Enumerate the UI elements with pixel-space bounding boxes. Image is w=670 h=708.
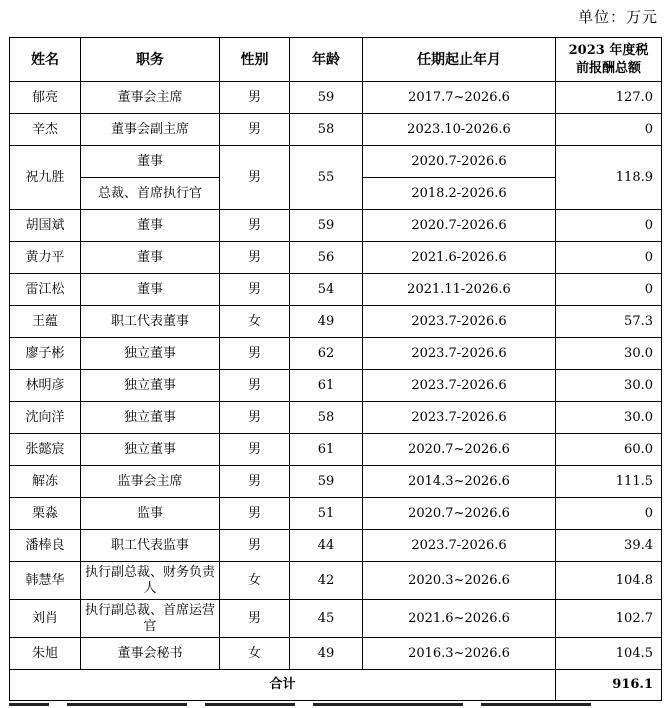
cell-gender: 男 <box>220 402 290 434</box>
cell-name: 王蕴 <box>10 306 81 338</box>
cell-term: 2023.7-2026.6 <box>363 402 556 434</box>
cell-compensation: 102.7 <box>556 600 662 638</box>
cell-gender: 男 <box>220 82 290 114</box>
total-label: 合计 <box>10 670 556 701</box>
cell-gender: 男 <box>220 498 290 530</box>
cell-name: 黄力平 <box>10 242 81 274</box>
cell-age: 61 <box>290 370 363 402</box>
cell-gender: 男 <box>220 274 290 306</box>
cell-position: 总裁、首席执行官 <box>81 178 220 210</box>
cell-term: 2018.2-2026.6 <box>363 178 556 210</box>
cell-position: 职工代表监事 <box>81 530 220 562</box>
cell-compensation: 0 <box>556 274 662 306</box>
cell-gender: 男 <box>220 530 290 562</box>
table-row <box>10 402 662 434</box>
cell-name: 朱旭 <box>10 638 81 670</box>
cell-compensation: 39.4 <box>556 530 662 562</box>
cell-age: 59 <box>290 466 363 498</box>
cell-position: 董事会秘书 <box>81 638 220 670</box>
cell-gender: 男 <box>220 434 290 466</box>
cell-gender: 男 <box>220 338 290 370</box>
cell-name: 潘棒良 <box>10 530 81 562</box>
cell-position: 执行副总裁、首席运营官 <box>81 600 220 638</box>
cell-compensation: 57.3 <box>556 306 662 338</box>
compensation-table <box>9 37 662 701</box>
table-row <box>10 434 662 466</box>
cell-age: 49 <box>290 638 363 670</box>
cell-age: 44 <box>290 530 363 562</box>
cell-name: 栗淼 <box>10 498 81 530</box>
cell-position: 职工代表董事 <box>81 306 220 338</box>
table-row <box>10 562 662 600</box>
cell-compensation: 104.8 <box>556 562 662 600</box>
cell-name: 郁亮 <box>10 82 81 114</box>
cell-age: 45 <box>290 600 363 638</box>
header-compensation-line2: 前报酬总额 <box>575 60 641 76</box>
cell-age: 55 <box>290 146 363 210</box>
cell-gender: 男 <box>220 210 290 242</box>
cell-position: 执行副总裁、财务负责人 <box>81 562 220 600</box>
cell-position: 独立董事 <box>81 434 220 466</box>
cell-gender: 男 <box>220 146 290 210</box>
table-row <box>10 114 662 146</box>
cell-name: 沈向洋 <box>10 402 81 434</box>
table-row <box>10 242 662 274</box>
cell-compensation: 30.0 <box>556 370 662 402</box>
cell-term: 2021.6~2026.6 <box>363 600 556 638</box>
table-row <box>10 600 662 638</box>
unit-label: 单位：万元 <box>577 8 658 26</box>
cell-name: 张懿宸 <box>10 434 81 466</box>
header-compensation-line1: 2023 年度税 <box>568 42 649 58</box>
cell-position: 独立董事 <box>81 370 220 402</box>
cell-term: 2017.7~2026.6 <box>363 82 556 114</box>
cell-term: 2023.7-2026.6 <box>363 338 556 370</box>
cell-compensation: 104.5 <box>556 638 662 670</box>
cell-name: 雷江松 <box>10 274 81 306</box>
table-row <box>10 210 662 242</box>
cell-term: 2023.10-2026.6 <box>363 114 556 146</box>
total-value: 916.1 <box>556 670 662 701</box>
cell-age: 56 <box>290 242 363 274</box>
cell-compensation: 127.0 <box>556 82 662 114</box>
cell-compensation: 30.0 <box>556 338 662 370</box>
cell-name: 廖子彬 <box>10 338 81 370</box>
cell-age: 61 <box>290 434 363 466</box>
cell-name: 胡国斌 <box>10 210 81 242</box>
table-row <box>10 638 662 670</box>
cell-term: 2020.7-2026.6 <box>363 146 556 178</box>
cell-term: 2020.3~2026.6 <box>363 562 556 600</box>
cell-position: 监事会主席 <box>81 466 220 498</box>
cell-age: 59 <box>290 210 363 242</box>
cell-position: 董事 <box>81 274 220 306</box>
header-compensation <box>556 38 662 82</box>
table-row <box>10 530 662 562</box>
cell-name: 刘肖 <box>10 600 81 638</box>
cell-name: 辛杰 <box>10 114 81 146</box>
cell-name: 解冻 <box>10 466 81 498</box>
table-row <box>10 146 662 178</box>
cell-gender: 女 <box>220 306 290 338</box>
cut-off-footnote <box>9 703 661 708</box>
cell-name: 祝九胜 <box>10 146 81 210</box>
cell-compensation: 118.9 <box>556 146 662 210</box>
cell-term: 2021.11-2026.6 <box>363 274 556 306</box>
cell-gender: 男 <box>220 466 290 498</box>
header-position: 职务 <box>81 38 220 82</box>
cell-compensation: 0 <box>556 498 662 530</box>
cell-position: 董事会副主席 <box>81 114 220 146</box>
cell-term: 2023.7-2026.6 <box>363 530 556 562</box>
header-age: 年龄 <box>290 38 363 82</box>
cell-gender: 男 <box>220 370 290 402</box>
cell-term: 2023.7-2026.6 <box>363 370 556 402</box>
cell-gender: 女 <box>220 638 290 670</box>
cell-position: 董事会主席 <box>81 82 220 114</box>
cell-compensation: 0 <box>556 242 662 274</box>
cell-position: 董事 <box>81 242 220 274</box>
table-row <box>10 82 662 114</box>
cell-term: 2016.3~2026.6 <box>363 638 556 670</box>
cell-age: 51 <box>290 498 363 530</box>
cell-position: 独立董事 <box>81 402 220 434</box>
header-name: 姓名 <box>10 38 81 82</box>
cell-term: 2020.7~2026.6 <box>363 498 556 530</box>
cell-term: 2014.3~2026.6 <box>363 466 556 498</box>
cell-age: 58 <box>290 402 363 434</box>
cell-age: 49 <box>290 306 363 338</box>
cell-age: 59 <box>290 82 363 114</box>
header-term: 任期起止年月 <box>363 38 556 82</box>
cell-position: 董事 <box>81 210 220 242</box>
table-row <box>10 306 662 338</box>
cell-gender: 男 <box>220 114 290 146</box>
cell-age: 42 <box>290 562 363 600</box>
header-row <box>10 38 662 82</box>
total-row <box>10 670 662 701</box>
cell-compensation: 60.0 <box>556 434 662 466</box>
table-row <box>10 466 662 498</box>
cell-term: 2020.7-2026.6 <box>363 210 556 242</box>
cell-position: 董事 <box>81 146 220 178</box>
cell-term: 2021.6-2026.6 <box>363 242 556 274</box>
cell-position: 独立董事 <box>81 338 220 370</box>
cell-term: 2023.7-2026.6 <box>363 306 556 338</box>
cell-compensation: 30.0 <box>556 402 662 434</box>
cell-term: 2020.7~2026.6 <box>363 434 556 466</box>
cell-compensation: 0 <box>556 114 662 146</box>
cell-age: 62 <box>290 338 363 370</box>
cell-compensation: 0 <box>556 210 662 242</box>
table-row <box>10 370 662 402</box>
cell-position: 监事 <box>81 498 220 530</box>
cell-age: 54 <box>290 274 363 306</box>
table-row <box>10 274 662 306</box>
cell-name: 韩慧华 <box>10 562 81 600</box>
header-gender: 性别 <box>220 38 290 82</box>
cell-gender: 男 <box>220 242 290 274</box>
cell-gender: 女 <box>220 562 290 600</box>
cell-compensation: 111.5 <box>556 466 662 498</box>
table-row <box>10 498 662 530</box>
cell-name: 林明彦 <box>10 370 81 402</box>
cell-age: 58 <box>290 114 363 146</box>
table-row <box>10 338 662 370</box>
cell-gender: 男 <box>220 600 290 638</box>
